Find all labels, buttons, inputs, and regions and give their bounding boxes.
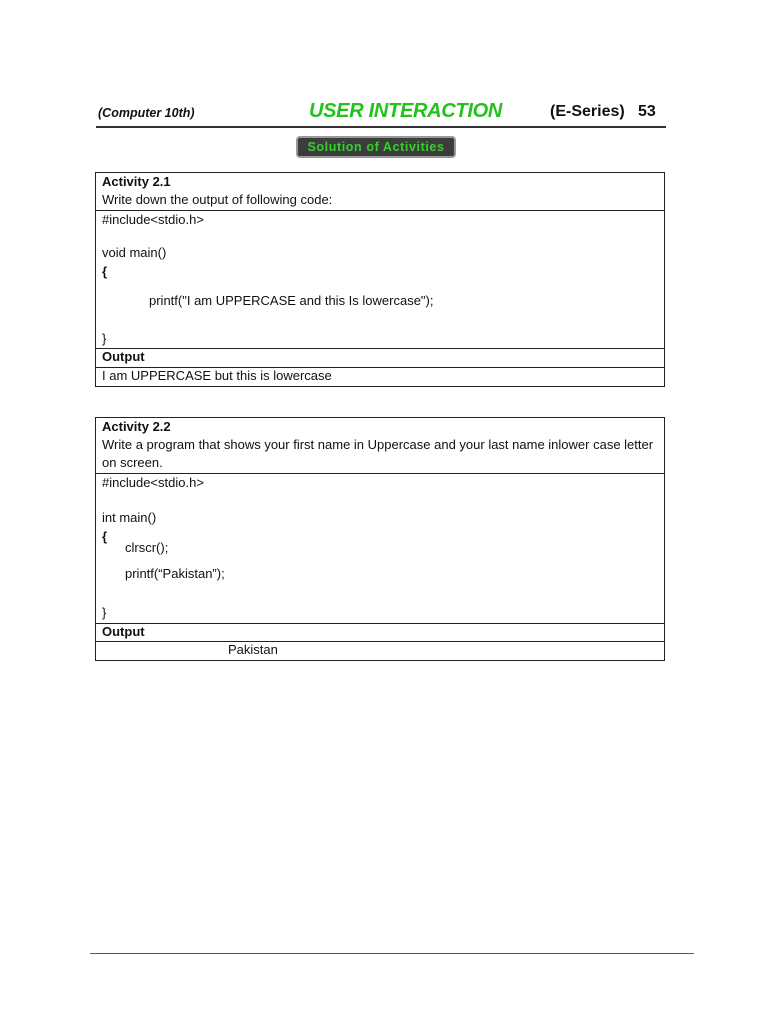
activity-prompt: Write down the output of following code: <box>102 192 333 207</box>
code-line: void main() <box>102 245 167 260</box>
code-line: int main() <box>102 510 157 525</box>
book-title: (Computer 10th) <box>98 106 195 120</box>
code-line: printf("I am UPPERCASE and this Is lowercase"); <box>149 293 434 308</box>
code-block <box>96 473 664 623</box>
chapter-title: USER INTERACTION <box>309 100 502 122</box>
code-line: #include<stdio.h> <box>102 475 204 490</box>
activity-2-1-box <box>95 172 665 387</box>
output-value-row <box>96 367 664 386</box>
output-label: Output <box>102 349 145 364</box>
code-line: clrscr(); <box>125 540 169 555</box>
code-line: printf(“Pakistan”); <box>125 566 225 581</box>
activity-title: Activity 2.1 <box>102 174 171 189</box>
output-value: Pakistan <box>228 642 278 657</box>
activity-title: Activity 2.2 <box>102 419 171 434</box>
code-line: } <box>102 605 107 620</box>
code-line: #include<stdio.h> <box>102 212 204 227</box>
output-value: I am UPPERCASE but this is lowercase <box>102 368 332 383</box>
code-line: { <box>102 264 108 279</box>
series-label: (E-Series) <box>550 103 625 120</box>
section-badge: Solution of Activities <box>296 136 456 158</box>
page-number: 53 <box>638 103 656 120</box>
code-line: } <box>102 331 107 346</box>
output-label: Output <box>102 624 145 639</box>
code-line: { <box>102 529 108 544</box>
output-value-row <box>96 641 664 660</box>
activity-prompt: Write a program that shows your first name in Uppercase and your last name inlower case letter <box>102 437 654 452</box>
activity-2-2-box <box>95 417 665 661</box>
output-label-row <box>96 348 664 367</box>
header-rule <box>96 126 666 128</box>
activity-prompt: on screen. <box>102 455 163 470</box>
output-label-row <box>96 623 664 641</box>
activity-2-1-header <box>96 173 664 210</box>
footer-rule <box>90 953 694 954</box>
activity-2-2-header <box>96 418 664 473</box>
code-block <box>96 210 664 348</box>
